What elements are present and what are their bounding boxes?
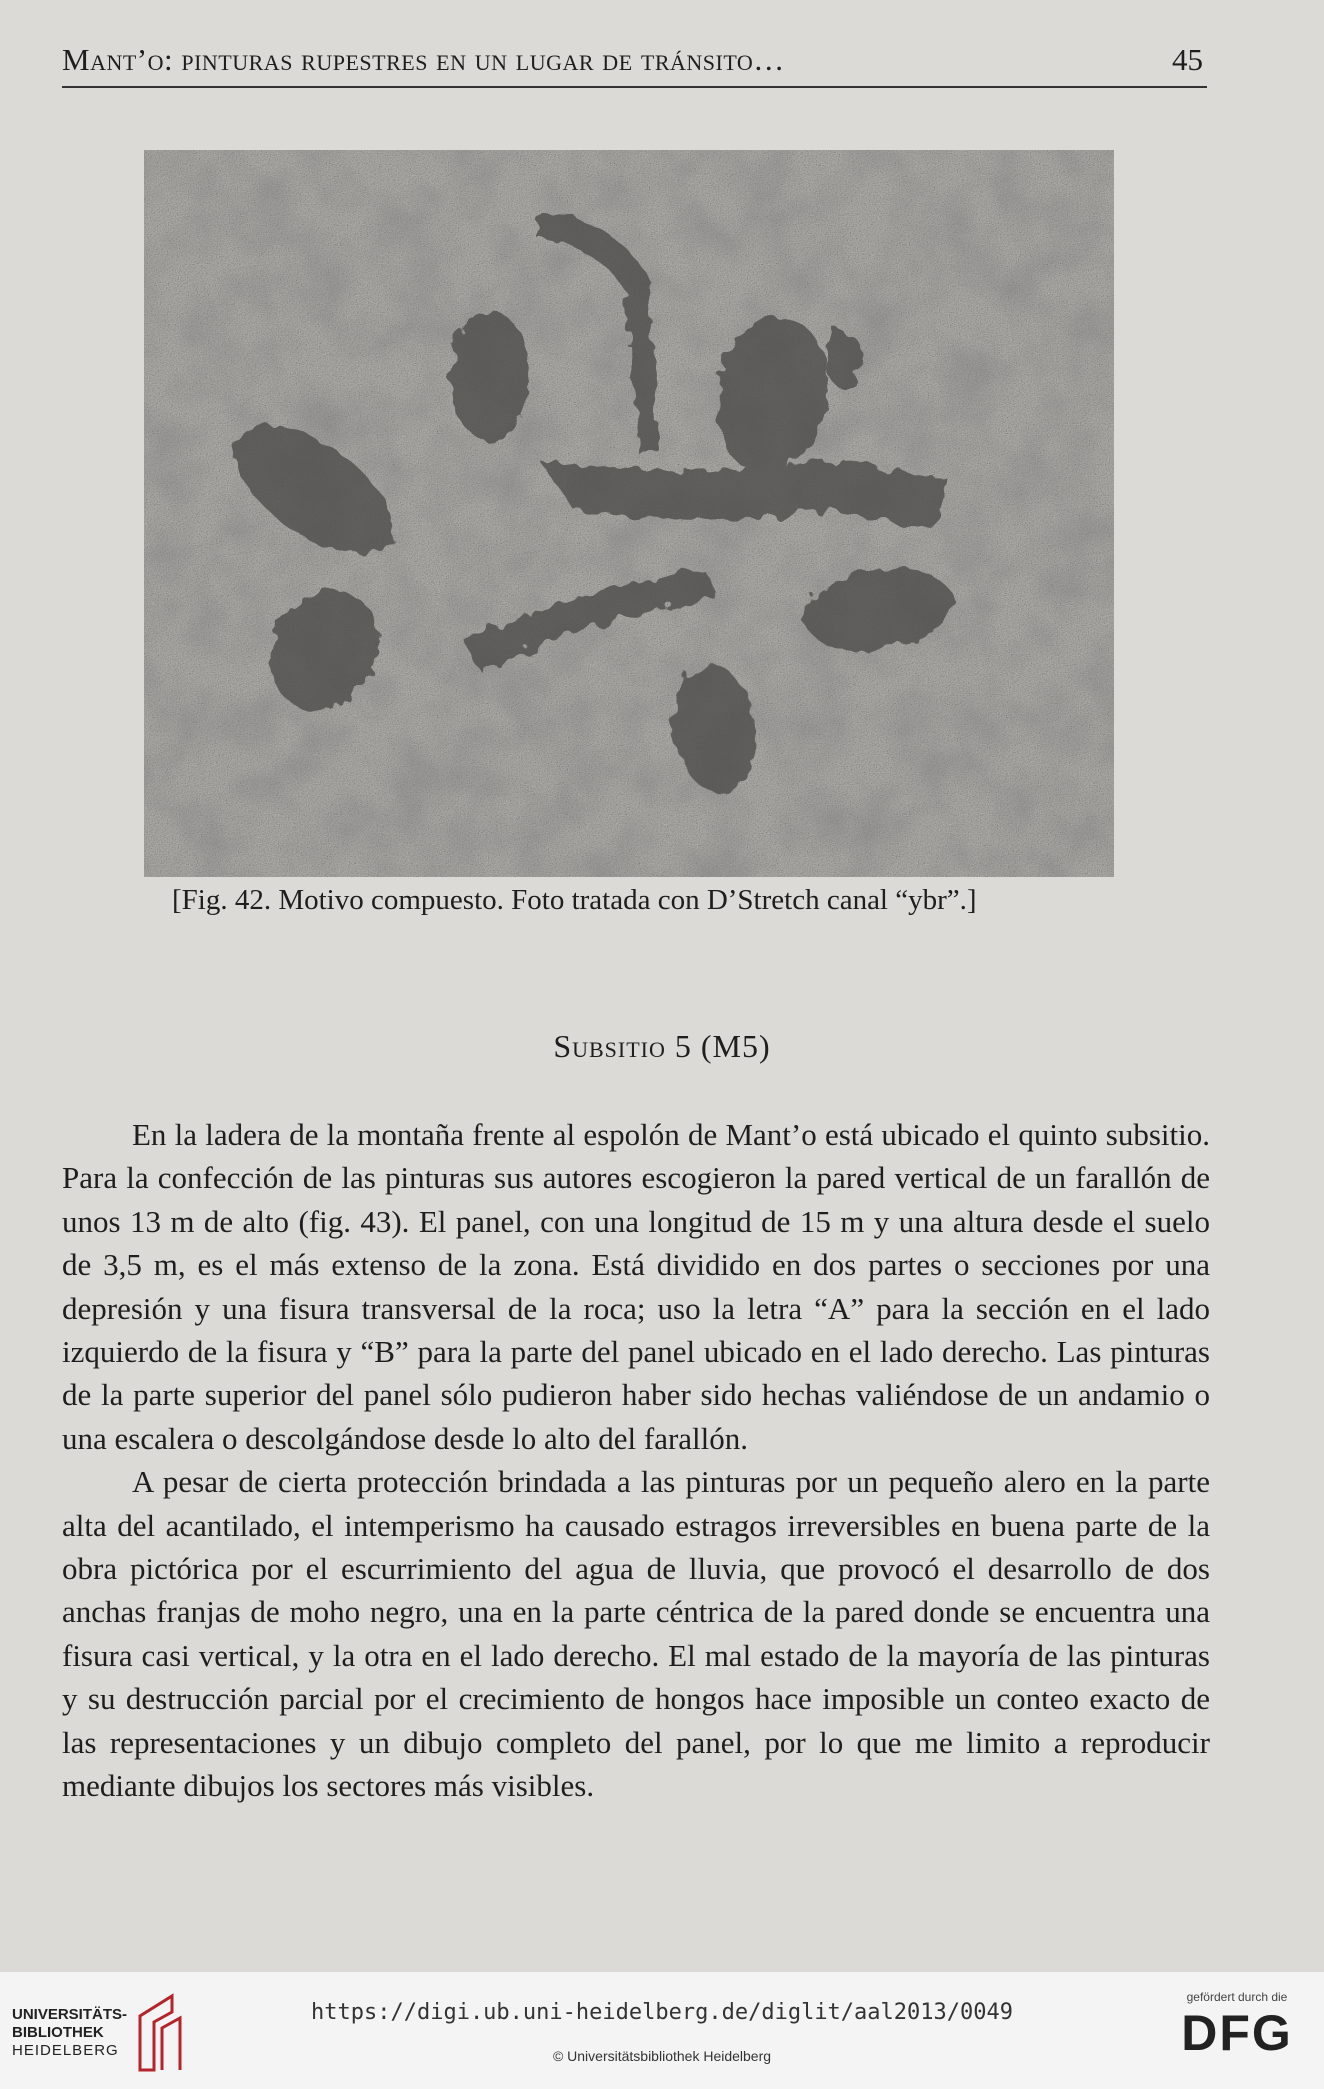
paragraph: En la ladera de la montaña frente al espolón de Mant’o está ubicado el quinto subsitio. Para la confección de las pinturas sus autores escogieron la pared vertical de un farallón de unos 13 m de alto (fig. 43). El panel, con una longitud de 15 m y una altura desde el suelo de 3,5 m, es el más extenso de la zona. Está dividido en dos partes o secciones por una depresión y una fisura transversal de la roca; uso la letra “A” para la sección en el lado izquierdo de la fisura y “B” para la parte del panel ubicado en el lado derecho. Las pinturas de la parte superior del panel sólo pudieron haber sido hechas valiéndose de un andamio o una escalera o descolgándose desde lo alto del farallón. — [62, 1117, 1210, 1456]
rock-art-photo — [144, 150, 1114, 877]
paragraph: A pesar de cierta protección brindada a las pinturas por un pequeño alero en la parte alta del acantilado, el intemperismo ha causado estragos irreversibles en buena parte de la obra pictórica por el escurrimiento del agua de lluvia, que provocó el desarrollo de dos anchas franjas de moho negro, una en la parte céntrica de la pared donde se encuentra una fisura casi vertical, y la otra en el lado derecho. El mal estado de la mayoría de las pinturas y su destrucción parcial por el crecimiento de hongos hace imposible un conteo exacto de las representaciones y un dibujo completo del panel, por lo que me limito a reproducir mediante dibujos los sectores más visibles. — [62, 1464, 1210, 1804]
page-number: 45 — [1172, 42, 1203, 77]
figure-photo — [144, 150, 1114, 877]
library-name-line2: BIBLIOTHEK — [12, 2024, 104, 2041]
library-name-line1: UNIVERSITÄTS- — [12, 2006, 128, 2023]
body-text — [62, 1113, 1210, 1808]
library-name-line3: HEIDELBERG — [12, 2042, 119, 2059]
funder-badge — [1172, 1990, 1302, 2080]
dfg-logo: DFG — [1181, 2005, 1293, 2061]
running-head-title: Mant’o: pinturas rupestres en un lugar de tránsito… — [62, 42, 785, 77]
digitization-footer — [0, 1972, 1324, 2089]
source-url-link[interactable]: https://digi.ub.uni-heidelberg.de/diglit/aal2013/0049 — [311, 2000, 1013, 2025]
figure-caption: [Fig. 42. Motivo compuesto. Foto tratada con D’Stretch canal “ybr”.] — [172, 884, 977, 916]
copyright-notice: © Universitätsbibliothek Heidelberg — [552, 2048, 772, 2064]
funding-note: gefördert durch die — [1186, 1990, 1288, 2004]
section-heading: Subsitio 5 (M5) — [553, 1028, 771, 1064]
running-head — [62, 42, 1207, 88]
